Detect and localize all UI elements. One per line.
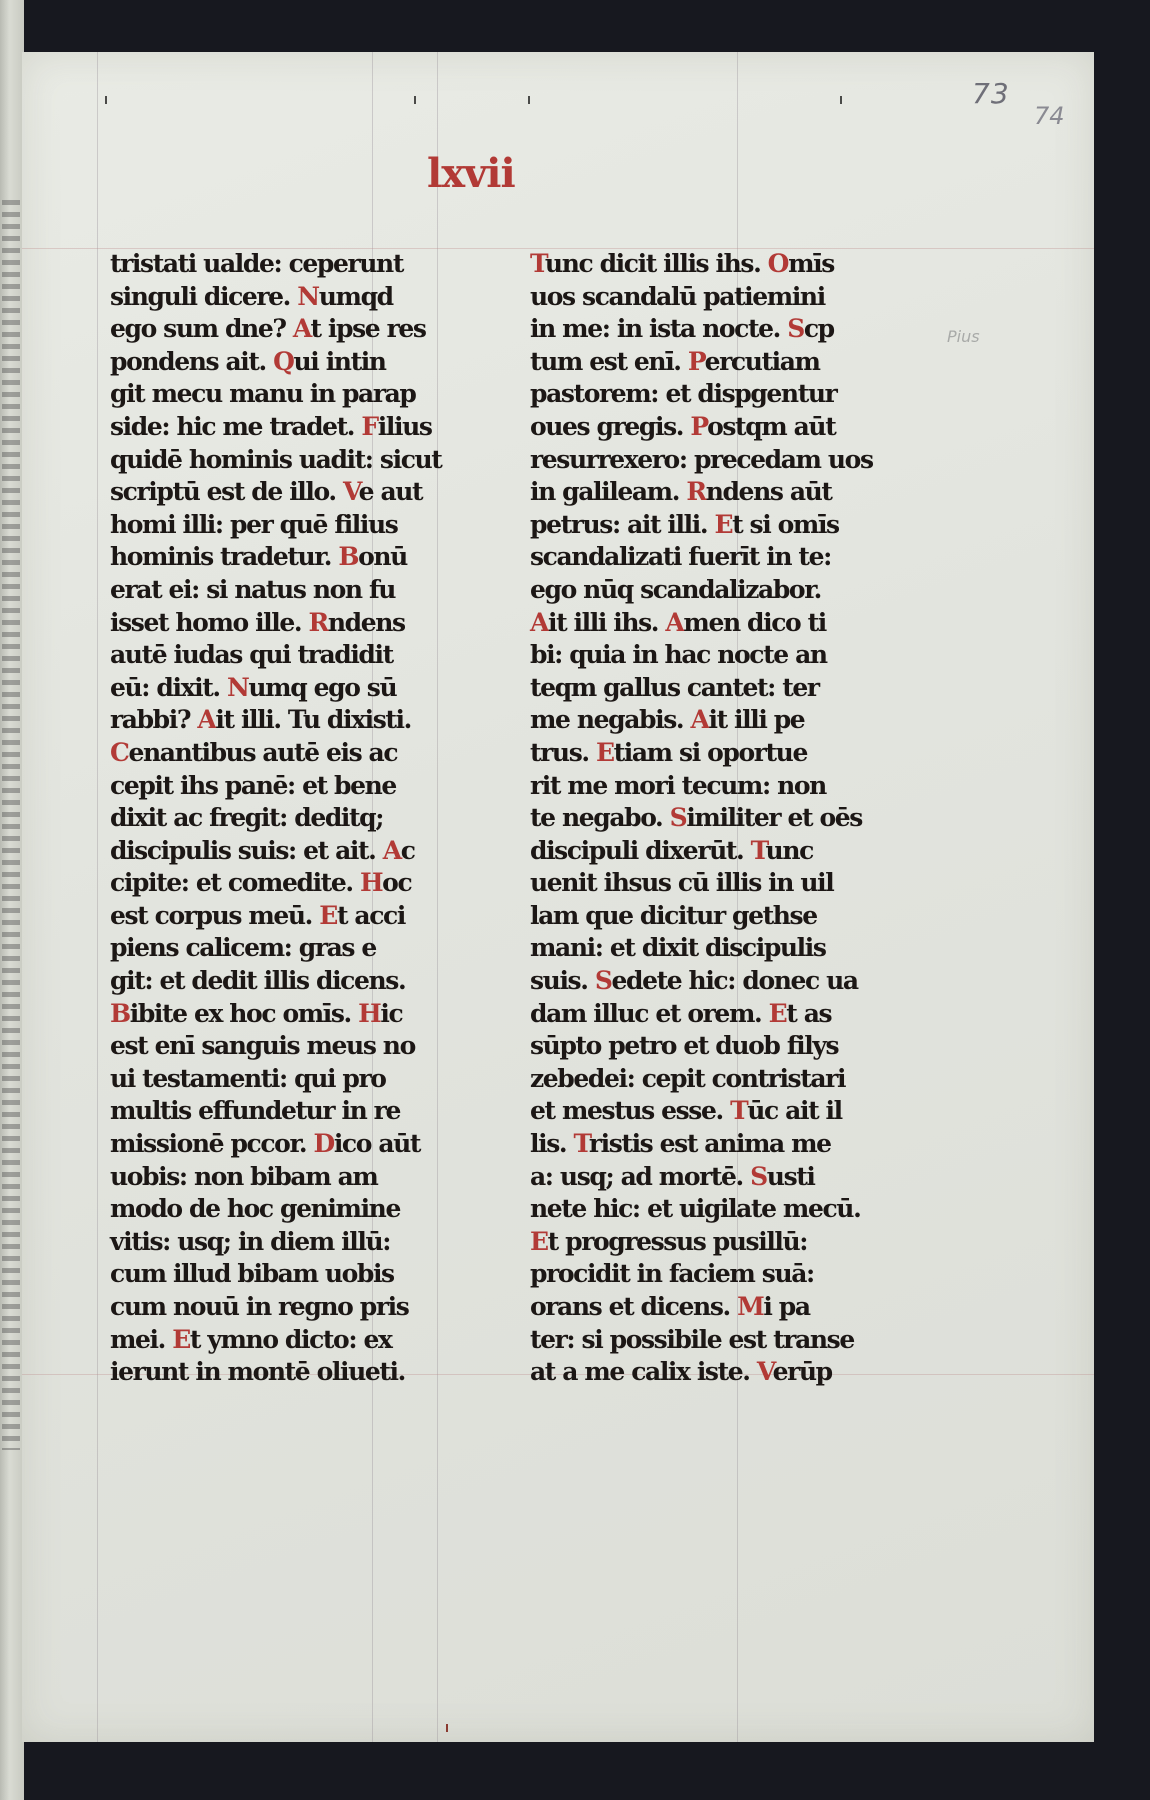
text-line xyxy=(110,1291,470,1324)
text-line xyxy=(530,378,890,411)
text-segment: me negabis. xyxy=(530,705,691,735)
text-segment: scriptū est de illo. xyxy=(110,477,343,507)
text-segment: te negabo. xyxy=(530,803,670,833)
text-line xyxy=(530,1324,890,1357)
text-line xyxy=(530,574,890,607)
text-segment: imiliter et oēs xyxy=(686,803,862,833)
text-segment: ristis est anima me xyxy=(588,1129,831,1159)
rubricated-capital: M xyxy=(737,1292,764,1321)
text-line xyxy=(110,607,470,640)
text-segment: ego sum dne? xyxy=(110,314,293,344)
text-line xyxy=(530,1356,890,1389)
text-segment: ierunt in montē oliueti. xyxy=(110,1357,405,1387)
text-segment: men dico ti xyxy=(683,607,826,637)
rubricated-capital: V xyxy=(756,1357,773,1387)
text-segment: piens calicem: gras e xyxy=(110,933,376,963)
text-segment: cp xyxy=(803,314,834,344)
text-segment: cipite: et comedite. xyxy=(110,868,360,898)
text-line xyxy=(530,1226,890,1259)
text-segment: homi illi: per quē filius xyxy=(110,509,398,539)
text-segment: uobis: non bibam am xyxy=(110,1161,378,1191)
text-segment: nete hic: et uigilate mecū. xyxy=(530,1194,861,1224)
text-line xyxy=(530,639,890,672)
text-line xyxy=(530,1063,890,1096)
pricking-mark xyxy=(414,96,416,104)
text-segment: rit me mori tecum: non xyxy=(530,770,826,800)
rubricated-capital: A xyxy=(292,314,311,344)
text-segment: umq ego sū xyxy=(248,672,397,702)
text-line xyxy=(110,1226,470,1259)
text-line xyxy=(110,835,470,868)
text-line xyxy=(530,281,890,314)
text-segment: dixit ac fregit: deditq; xyxy=(110,803,384,833)
text-line xyxy=(530,444,890,477)
text-line xyxy=(110,998,470,1031)
text-line xyxy=(110,1258,470,1291)
margin-note: Pius xyxy=(947,327,980,346)
rubricated-capital: B xyxy=(110,998,130,1028)
text-segment: in me: in ista nocte. xyxy=(530,314,788,344)
text-segment: sūpto petro et duob filys xyxy=(530,1031,839,1061)
text-segment: modo de hoc genimine xyxy=(110,1194,400,1224)
rubricated-capital: A xyxy=(665,607,684,637)
text-segment: uos scandalū patiemini xyxy=(530,281,825,311)
text-segment: pastorem: et dispgentur xyxy=(530,379,837,409)
text-line xyxy=(530,1030,890,1063)
rubricated-capital: E xyxy=(319,900,337,930)
text-segment: petrus: ait illi. xyxy=(530,509,715,539)
pricking-mark xyxy=(446,1724,448,1732)
text-segment: oc xyxy=(382,868,412,898)
text-line xyxy=(530,313,890,346)
text-line xyxy=(530,737,890,770)
text-line xyxy=(110,965,470,998)
text-segment: t ymno dicto: ex xyxy=(189,1324,392,1354)
ruling-line xyxy=(97,52,98,1742)
text-segment: t progressus pusillū: xyxy=(547,1226,808,1256)
rubricated-capital: E xyxy=(714,509,733,539)
text-segment: uenit ihsus cū illis in uil xyxy=(530,868,834,898)
text-segment: t acci xyxy=(336,900,405,930)
text-segment: side: hic me tradet. xyxy=(110,411,362,441)
text-line xyxy=(110,1128,470,1161)
rubricated-capital: E xyxy=(530,1226,548,1256)
text-segment: e aut xyxy=(358,477,423,507)
text-segment: i pa xyxy=(763,1292,810,1321)
rubricated-capital: P xyxy=(687,346,705,376)
rubricated-capital: H xyxy=(359,868,383,898)
rubricated-capital: R xyxy=(686,477,706,507)
text-segment: a: usq; ad mortē. xyxy=(530,1161,751,1191)
text-line xyxy=(530,509,890,542)
folio-number: 73 xyxy=(972,77,1010,110)
text-segment: quidē hominis uadit: sicut xyxy=(110,444,442,474)
text-line xyxy=(110,541,470,574)
text-segment: t si omīs xyxy=(732,509,839,539)
text-line xyxy=(530,704,890,737)
rubricated-capital: O xyxy=(767,249,789,278)
text-line xyxy=(530,900,890,933)
text-line xyxy=(110,411,470,444)
text-segment: vitis: usq; in diem illū: xyxy=(110,1226,391,1256)
text-line xyxy=(530,1161,890,1194)
text-segment: hominis tradetur. xyxy=(110,542,339,572)
text-segment: ūc ait il xyxy=(747,1096,842,1126)
text-segment: pondens ait. xyxy=(110,346,274,376)
rubricated-capital: T xyxy=(750,835,766,865)
text-line xyxy=(110,1063,470,1096)
text-line xyxy=(110,867,470,900)
text-segment: tristati ualde: ceperunt xyxy=(110,249,403,278)
running-head: lxvii xyxy=(427,150,515,197)
rubricated-capital: N xyxy=(226,672,249,702)
text-line xyxy=(110,574,470,607)
text-segment: ego nūq scandalizabor. xyxy=(530,574,821,604)
text-segment: cepit ihs panē: et bene xyxy=(110,770,396,800)
text-line xyxy=(110,737,470,770)
rubricated-capital: H xyxy=(358,998,381,1028)
text-segment: ibite ex hoc omīs. xyxy=(129,998,359,1028)
rubricated-capital: B xyxy=(338,542,359,572)
rubricated-capital: Q xyxy=(273,346,294,376)
text-segment: tum est enī. xyxy=(530,346,688,376)
text-line xyxy=(110,672,470,705)
rubricated-capital: A xyxy=(690,705,709,735)
text-line xyxy=(110,476,470,509)
rubricated-capital: A xyxy=(382,835,401,865)
text-segment: singuli dicere. xyxy=(110,281,298,311)
rubricated-capital: T xyxy=(730,1096,748,1126)
text-line xyxy=(110,802,470,835)
pricking-mark xyxy=(840,96,842,104)
text-line xyxy=(530,802,890,835)
text-segment: onū xyxy=(358,542,407,572)
text-segment: ico aūt xyxy=(333,1129,421,1159)
rubricated-capital: S xyxy=(669,803,687,833)
rubricated-capital: E xyxy=(172,1324,190,1354)
adjacent-leaf-edge xyxy=(0,0,24,1800)
text-line xyxy=(530,1128,890,1161)
text-segment: mani: et dixit discipulis xyxy=(530,933,826,963)
text-segment: oues gregis. xyxy=(530,411,691,441)
text-line xyxy=(110,1356,470,1389)
text-segment: trus. xyxy=(530,737,596,767)
text-segment: c xyxy=(400,835,415,865)
text-line xyxy=(530,346,890,379)
text-column-right xyxy=(530,248,890,1389)
text-segment: at a me calix iste. xyxy=(530,1357,757,1387)
text-segment: mīs xyxy=(788,249,834,278)
text-line xyxy=(530,835,890,868)
text-line xyxy=(110,509,470,542)
text-line xyxy=(530,1193,890,1226)
text-segment: usti xyxy=(766,1161,815,1191)
text-segment: resurrexero: precedam uos xyxy=(530,444,873,474)
rubricated-capital: S xyxy=(594,966,612,996)
text-line xyxy=(110,281,470,314)
rubricated-capital: R xyxy=(308,607,328,637)
text-segment: eū: dixit. xyxy=(110,672,227,702)
rubricated-capital: A xyxy=(530,607,548,637)
rubricated-capital: S xyxy=(787,314,804,344)
pricking-mark xyxy=(105,96,107,104)
text-line xyxy=(110,900,470,933)
rubricated-capital: D xyxy=(313,1129,334,1159)
rubricated-capital: V xyxy=(342,477,359,507)
text-line xyxy=(110,1095,470,1128)
text-segment: teqm gallus cantet: ter xyxy=(530,672,819,702)
text-segment: ndens xyxy=(327,607,405,637)
text-segment: it illi. Tu dixisti. xyxy=(215,705,411,735)
text-line xyxy=(530,607,890,640)
text-segment: discipuli dixerūt. xyxy=(530,835,751,865)
text-line xyxy=(530,248,890,281)
text-segment: tiam si oportue xyxy=(613,737,807,767)
text-segment: ndens aūt xyxy=(705,477,832,507)
text-segment: isset homo ille. xyxy=(110,607,309,637)
text-line xyxy=(530,867,890,900)
text-segment: discipulis suis: et ait. xyxy=(110,835,383,865)
text-segment: suis. xyxy=(530,966,595,996)
text-segment: ter: si possibile est transe xyxy=(530,1324,854,1354)
manuscript-page xyxy=(22,52,1094,1742)
text-line xyxy=(110,248,470,281)
text-segment: erat ei: si natus non fu xyxy=(110,574,396,604)
text-segment: dam illuc et orem. xyxy=(530,998,769,1028)
rubricated-capital: T xyxy=(530,249,545,278)
text-line xyxy=(110,639,470,672)
text-segment: lis. xyxy=(530,1129,574,1159)
text-segment: missionē pccor. xyxy=(110,1129,314,1159)
text-segment: autē iudas qui tradidit xyxy=(110,640,393,670)
text-segment: ui intin xyxy=(293,346,386,376)
text-line xyxy=(530,1258,890,1291)
rubricated-capital: C xyxy=(110,737,129,767)
rubricated-capital: S xyxy=(750,1161,767,1191)
adjacent-leaf-text xyxy=(2,200,20,1450)
text-segment: t as xyxy=(786,998,832,1028)
text-segment: orans et dicens. xyxy=(530,1292,738,1321)
rubricated-capital: N xyxy=(297,281,319,311)
text-column-left xyxy=(110,248,470,1389)
text-segment: lam que dicitur gethse xyxy=(530,900,817,930)
text-line xyxy=(530,476,890,509)
text-line xyxy=(110,313,470,346)
rubricated-capital: E xyxy=(595,737,614,767)
text-line xyxy=(110,1030,470,1063)
text-segment: scandalizati fuerīt in te: xyxy=(530,542,831,572)
rubricated-capital: A xyxy=(197,705,216,735)
text-line xyxy=(110,444,470,477)
text-segment: procidit in faciem suā: xyxy=(530,1259,814,1289)
text-segment: ic xyxy=(380,998,403,1028)
text-segment: cum nouū in regno pris xyxy=(110,1292,409,1321)
text-line xyxy=(530,411,890,444)
text-segment: t ipse res xyxy=(310,314,426,344)
rubricated-capital: E xyxy=(768,998,787,1028)
text-segment: enantibus autē eis ac xyxy=(128,737,398,767)
text-line xyxy=(110,346,470,379)
text-line xyxy=(530,965,890,998)
text-segment: umqd xyxy=(318,281,393,311)
text-line xyxy=(530,770,890,803)
text-line xyxy=(110,704,470,737)
pricking-mark xyxy=(528,96,530,104)
text-line xyxy=(110,1193,470,1226)
text-segment: it illi pe xyxy=(708,705,805,735)
text-segment: et mestus esse. xyxy=(530,1096,731,1126)
text-line xyxy=(530,1291,890,1324)
rubricated-capital: P xyxy=(690,411,708,441)
rubricated-capital: F xyxy=(361,411,378,441)
text-segment: erūp xyxy=(772,1357,832,1387)
text-segment: git mecu manu in parap xyxy=(110,379,416,409)
text-segment: cum illud bibam uobis xyxy=(110,1259,394,1289)
rubricated-capital: T xyxy=(573,1129,589,1159)
folio-number-old: 74 xyxy=(1034,102,1065,130)
text-line xyxy=(110,770,470,803)
text-segment: unc dicit illis ihs. xyxy=(544,249,768,278)
text-segment: it illi ihs. xyxy=(548,607,666,637)
text-segment: git: et dedit illis dicens. xyxy=(110,966,406,996)
text-segment: zebedei: cepit contristari xyxy=(530,1063,846,1093)
text-segment: in galileam. xyxy=(530,477,687,507)
text-segment: bi: quia in hac nocte an xyxy=(530,640,827,670)
text-line xyxy=(530,932,890,965)
text-segment: ilius xyxy=(377,411,432,441)
text-segment: unc xyxy=(765,835,813,865)
text-line xyxy=(530,541,890,574)
text-segment: edete hic: donec ua xyxy=(611,966,858,996)
text-segment: ui testamenti: qui pro xyxy=(110,1063,386,1093)
text-segment: mei. xyxy=(110,1324,173,1354)
text-line xyxy=(530,998,890,1031)
text-segment: ercutiam xyxy=(704,346,820,376)
text-segment: ostqm aūt xyxy=(707,411,836,441)
text-line xyxy=(110,932,470,965)
text-line xyxy=(530,1095,890,1128)
text-line xyxy=(110,1324,470,1357)
text-segment: multis effundetur in re xyxy=(110,1096,400,1126)
text-segment: est enī sanguis meus no xyxy=(110,1031,415,1061)
text-segment: rabbi? xyxy=(110,705,198,735)
text-line xyxy=(110,378,470,411)
text-line xyxy=(530,672,890,705)
text-line xyxy=(110,1161,470,1194)
text-segment: est corpus meū. xyxy=(110,900,320,930)
